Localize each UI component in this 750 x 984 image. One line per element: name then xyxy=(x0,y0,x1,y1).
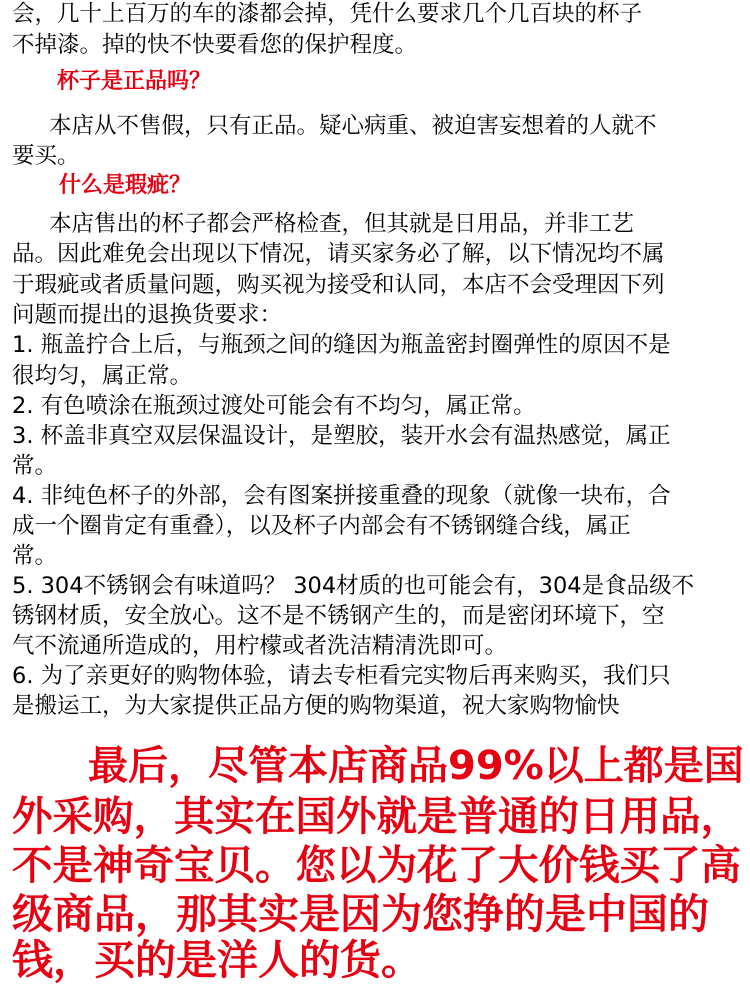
closing-line: 级商品，那其实是因为您挣的是中国的 xyxy=(12,890,709,938)
authentic-line-2: 要买。 xyxy=(12,143,80,169)
flaw-line: 2. 有色喷涂在瓶颈过渡处可能会有不均匀，属正常。 xyxy=(12,393,536,419)
flaw-line: 6. 为了亲更好的购物体验，请去专柜看完实物后再来购买，我们只 xyxy=(12,663,671,689)
flaw-line: 品。因此难免会出现以下情况，请买家务必了解，以下情况均不属 xyxy=(12,241,665,267)
closing-line: 外采购，其实在国外就是普通的日用品， xyxy=(12,792,741,840)
flaw-line: 很均匀，属正常。 xyxy=(12,363,193,389)
authentic-heading: 杯子是正品吗？ xyxy=(57,69,212,94)
flaw-line: 常。 xyxy=(12,543,58,569)
flaw-line: 1. 瓶盖拧合上后，与瓶颈之间的缝因为瓶盖密封圈弹性的原因不是 xyxy=(12,332,671,358)
flaw-line: 常。 xyxy=(12,453,58,479)
flaw-line: 3. 杯盖非真空双层保温设计，是塑胶，装开水会有温热感觉，属正 xyxy=(12,423,671,449)
flaw-line: 锈钢材质，安全放心。这不是不锈钢产生的，而是密闭环境下，空 xyxy=(12,603,665,629)
intro-line-1: 会，几十上百万的车的漆都会掉，凭什么要求几个几百块的杯子 xyxy=(12,1,643,27)
flaw-line: 问题而提出的退换货要求： xyxy=(12,302,283,328)
flaw-line: 是搬运工，为大家提供正品方便的购物渠道，祝大家购物愉快 xyxy=(12,693,620,719)
flaw-line: 于瑕疵或者质量问题，购买视为接受和认同，本店不会受理因下列 xyxy=(12,272,665,298)
flaw-heading: 什么是瑕疵？ xyxy=(59,173,192,198)
authentic-line-1: 本店从不售假，只有正品。疑心病重、被迫害妄想着的人就不 xyxy=(49,113,657,139)
closing-line: 不是神奇宝贝。您以为花了大价钱买了高 xyxy=(12,841,741,889)
closing-line: 钱，买的是洋人的货。 xyxy=(12,936,422,984)
flaw-line: 本店售出的杯子都会严格检查，但其就是日用品，并非工艺 xyxy=(49,211,635,237)
flaw-line: 气不流通所造成的，用柠檬或者洗洁精清洗即可。 xyxy=(12,633,508,659)
flaw-line: 成一个圈肯定有重叠），以及杯子内部会有不锈钢缝合线，属正 xyxy=(12,513,631,539)
closing-line: 最后，尽管本店商品99%以上都是国 xyxy=(88,743,744,789)
flaw-line: 4. 非纯色杯子的外部，会有图案拼接重叠的现象（就像一块布，合 xyxy=(12,483,671,509)
flaw-line: 5. 304不锈钢会有味道吗？ 304材质的也可能会有，304是食品级不 xyxy=(12,573,695,599)
intro-line-2: 不掉漆。掉的快不快要看您的保护程度。 xyxy=(12,32,418,58)
